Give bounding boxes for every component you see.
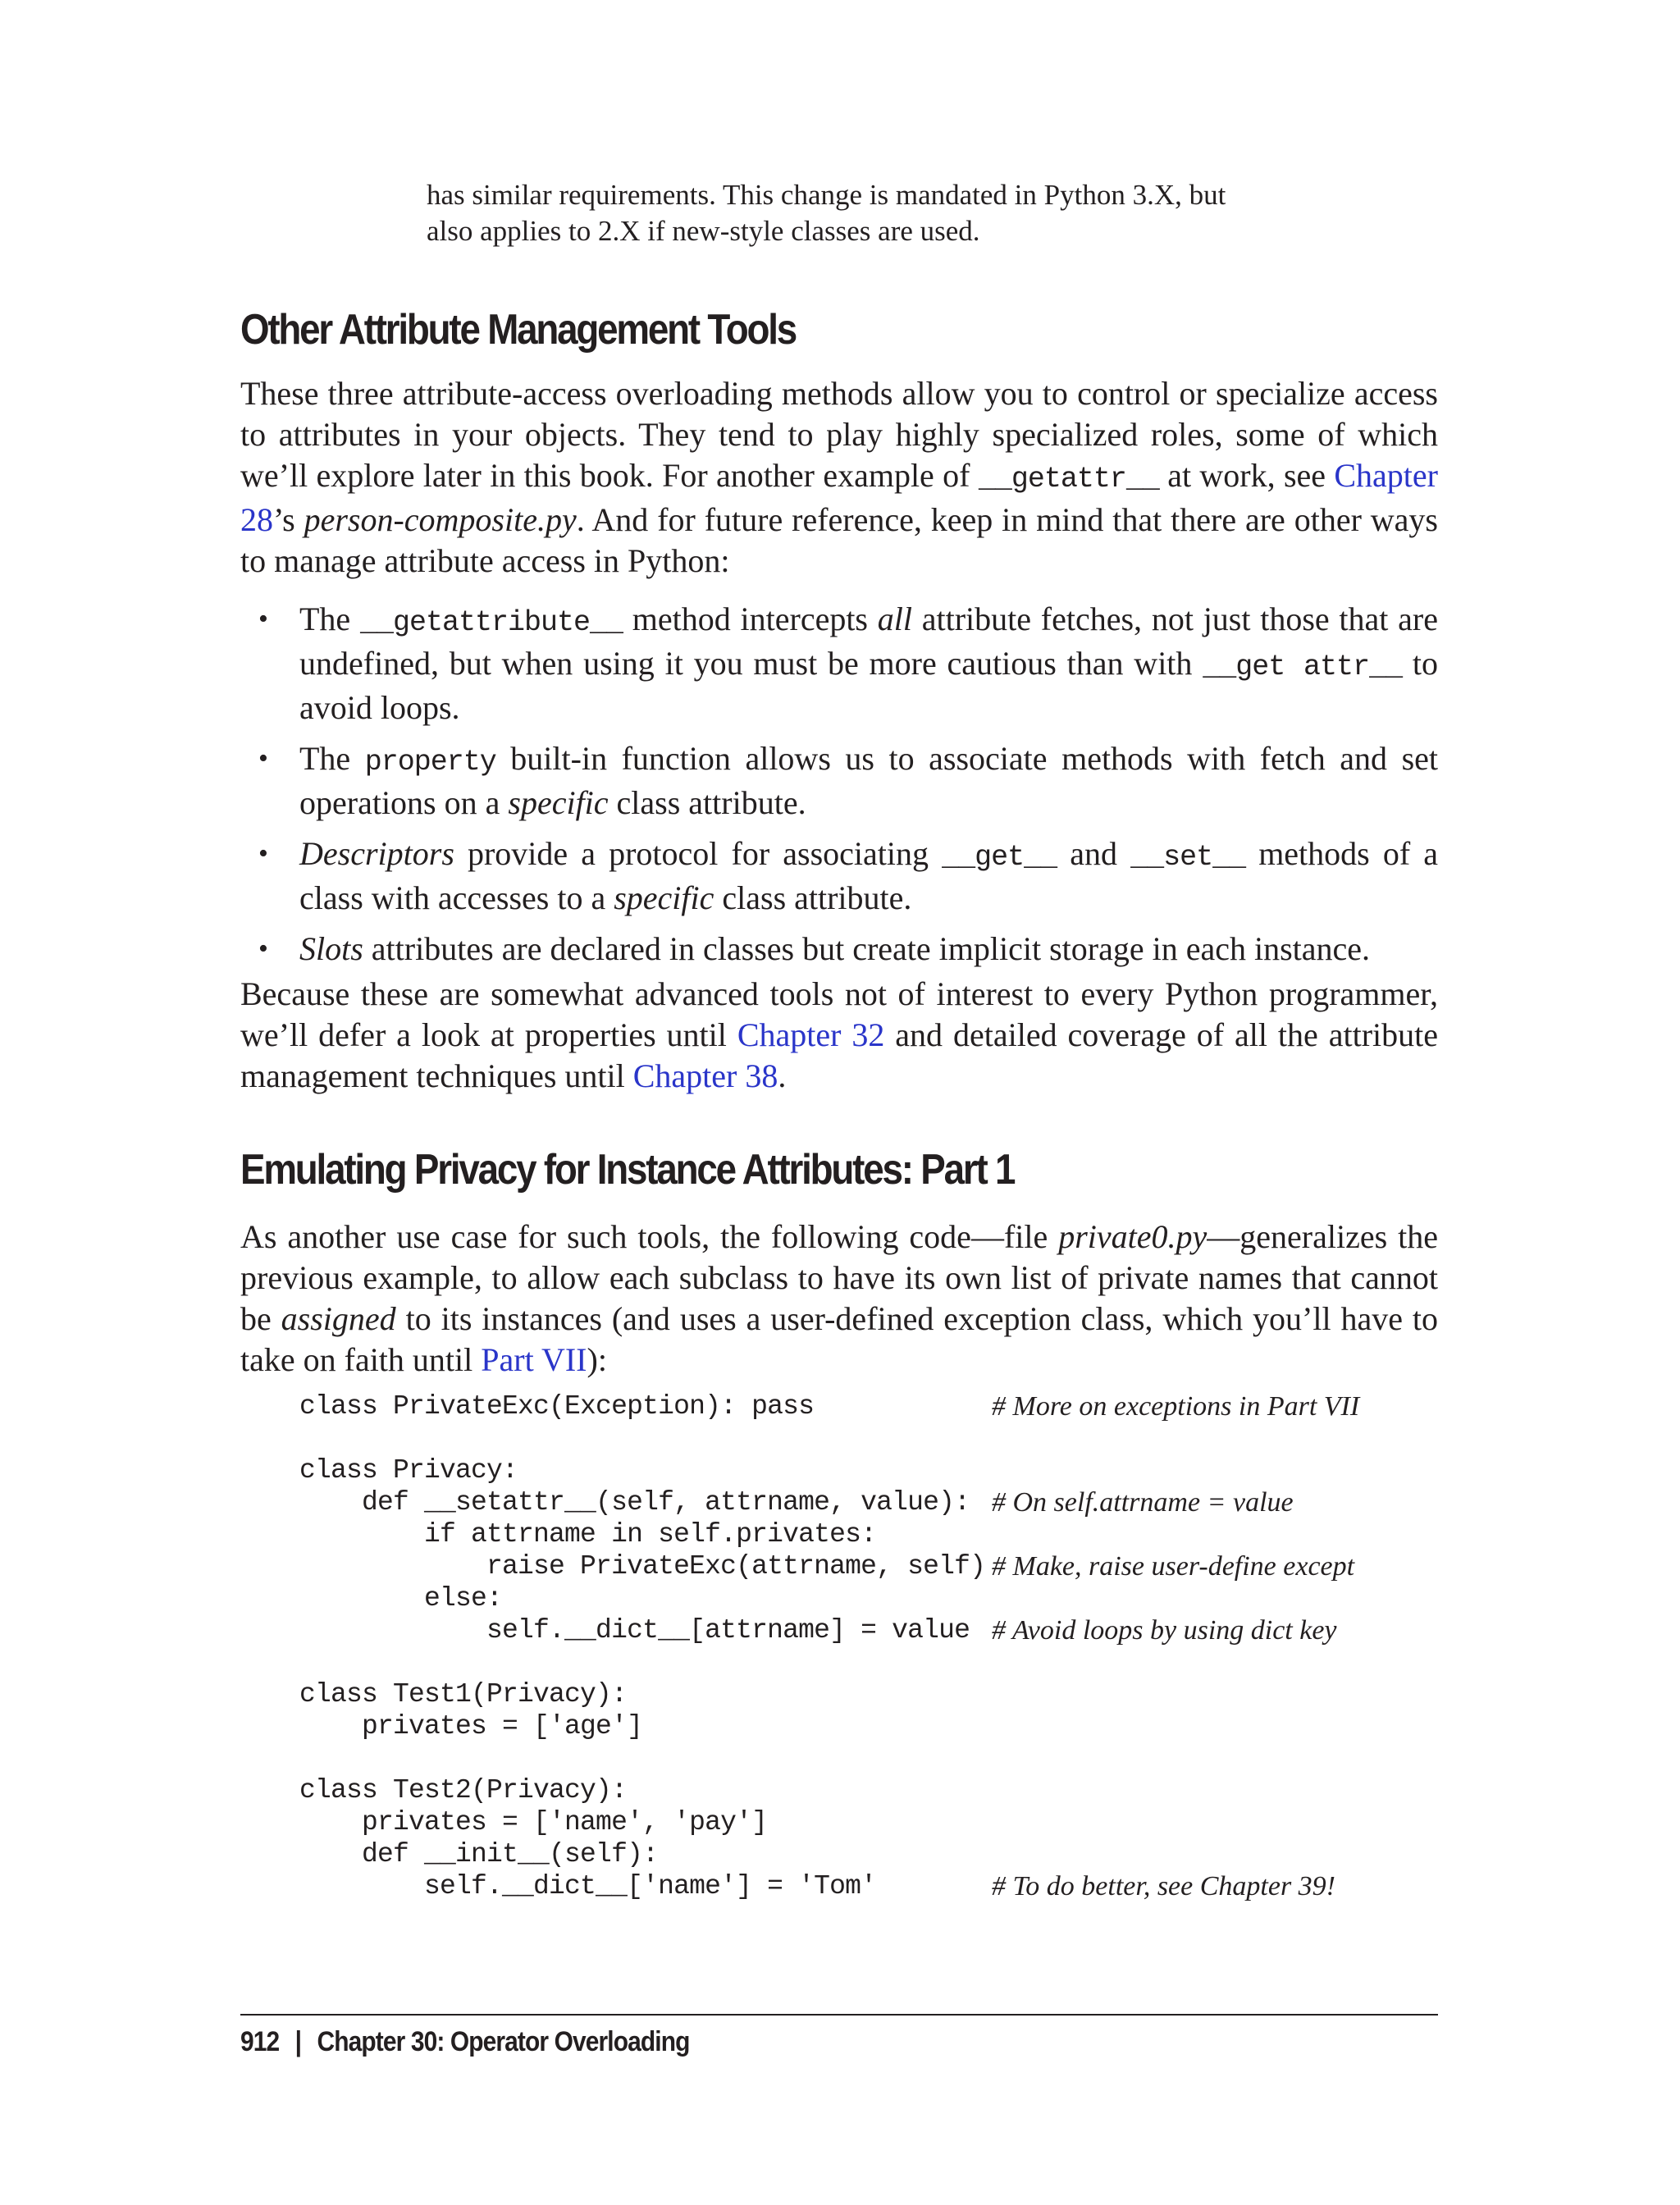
text: method intercepts bbox=[623, 600, 878, 637]
inline-code: __getattribute__ bbox=[359, 606, 623, 639]
code-line bbox=[299, 1422, 1448, 1454]
code-listing bbox=[299, 1390, 1448, 1902]
attribute-tools-list bbox=[240, 599, 1438, 979]
text: Because these are somewhat advanced tools not of interest to every Python programmer, we’ll defer a look at properties until bbox=[240, 975, 1438, 1053]
code-line bbox=[299, 1774, 1448, 1806]
bullet-icon: • bbox=[258, 604, 268, 634]
privacy-intro-paragraph bbox=[240, 1217, 1438, 1381]
code-text: def __init__(self): bbox=[299, 1839, 659, 1869]
code-line bbox=[299, 1454, 1448, 1486]
code-comment: # More on exceptions in Part VII bbox=[992, 1391, 1360, 1422]
list-item-getattribute bbox=[240, 599, 1438, 728]
code-line bbox=[299, 1806, 1448, 1838]
advanced-tools-paragraph bbox=[240, 974, 1438, 1097]
list-item-descriptors bbox=[240, 833, 1438, 919]
emphasis: Slots bbox=[299, 930, 363, 967]
text: The bbox=[299, 600, 360, 637]
inline-code: __get attr__ bbox=[1203, 651, 1403, 683]
top-note-line-1: has similar requirements. This change is mandated in Python 3.X, but bbox=[427, 179, 1226, 211]
attribute-tools-intro-paragraph bbox=[240, 373, 1438, 582]
code-line bbox=[299, 1518, 1448, 1550]
code-comment: # Avoid loops by using dict key bbox=[992, 1615, 1337, 1646]
text: to its instances (and uses a user-defined exception class, which you’ll have to take on faith until bbox=[240, 1300, 1438, 1378]
footer-divider bbox=[240, 2014, 1438, 2016]
inline-code: __getattr__ bbox=[978, 463, 1159, 495]
code-line bbox=[299, 1486, 1448, 1518]
chapter-28-link[interactable]: Chapter 28 bbox=[240, 457, 1438, 538]
code-line bbox=[299, 1614, 1448, 1646]
text: and bbox=[1057, 835, 1131, 872]
code-text: raise PrivateExc(attrname, self) bbox=[299, 1551, 986, 1582]
chapter-32-link[interactable]: Chapter 32 bbox=[737, 1016, 885, 1053]
code-line bbox=[299, 1710, 1448, 1742]
text: —generalizes the previous example, to allow each subclass to have its own list of private names that cannot be bbox=[240, 1218, 1438, 1337]
code-text: privates = ['age'] bbox=[299, 1711, 643, 1742]
code-line bbox=[299, 1582, 1448, 1614]
page-number: 912 bbox=[240, 2026, 280, 2057]
code-line bbox=[299, 1390, 1448, 1422]
top-note-line-2: also applies to 2.X if new-style classes are used. bbox=[427, 215, 980, 247]
section-heading-attribute-tools: Other Attribute Management Tools bbox=[240, 306, 797, 354]
list-item-slots bbox=[240, 929, 1438, 970]
filename: private0.py bbox=[1058, 1218, 1208, 1255]
text: . bbox=[778, 1057, 787, 1094]
page-footer bbox=[240, 2026, 689, 2058]
emphasis: all bbox=[877, 600, 912, 637]
bullet-icon: • bbox=[258, 934, 268, 964]
code-text: def __setattr__(self, attrname, value): bbox=[299, 1487, 970, 1518]
text: and detailed coverage of all the attribute management techniques until bbox=[240, 1016, 1438, 1094]
footer-separator: | bbox=[294, 2026, 302, 2057]
text: built-in function allows us to associate methods with fetch and set operations on a bbox=[299, 740, 1439, 821]
text: at work, see bbox=[1158, 457, 1335, 494]
code-text: class Test1(Privacy): bbox=[299, 1679, 628, 1710]
code-text: self.__dict__[attrname] = value bbox=[299, 1615, 970, 1646]
code-text: class Privacy: bbox=[299, 1455, 518, 1486]
code-line bbox=[299, 1838, 1448, 1870]
text: methods of a class with accesses to a bbox=[299, 835, 1438, 916]
inline-code: __set__ bbox=[1130, 841, 1246, 874]
emphasis: Descriptors bbox=[299, 835, 454, 872]
part-7-link[interactable]: Part VII bbox=[481, 1341, 587, 1378]
text: provide a protocol for associating bbox=[454, 835, 943, 872]
code-comment: # Make, raise user-define except bbox=[992, 1551, 1355, 1582]
code-text: privates = ['name', 'pay'] bbox=[299, 1807, 768, 1838]
text: These three attribute-access overloading methods allow you to control or specialize access to attributes in your objects. They tend to play highly specialized roles, some of which we’ll explore later in this book. For another example of bbox=[240, 375, 1438, 494]
list-item-property bbox=[240, 738, 1438, 824]
text: to avoid loops. bbox=[299, 645, 1438, 726]
emphasis: specific bbox=[614, 879, 714, 916]
inline-code: __get__ bbox=[942, 841, 1057, 874]
text: The bbox=[299, 740, 365, 777]
code-line bbox=[299, 1550, 1448, 1582]
emphasis: specific bbox=[508, 784, 609, 821]
top-note bbox=[427, 177, 1378, 249]
section-heading-privacy: Emulating Privacy for Instance Attributes: Part 1 bbox=[240, 1146, 1015, 1194]
text: ): bbox=[587, 1341, 607, 1378]
code-line bbox=[299, 1870, 1448, 1902]
code-text: class PrivateExc(Exception): pass bbox=[299, 1391, 815, 1422]
code-text: class Test2(Privacy): bbox=[299, 1775, 628, 1806]
text: ’s bbox=[273, 501, 304, 538]
text: class attribute. bbox=[714, 879, 912, 916]
text: attribute fetches, not just those that are undefined, but when using it you must be more cautious than with bbox=[299, 600, 1439, 682]
text: . And for future reference, keep in mind that there are other ways to manage attribute access in Python: bbox=[240, 501, 1438, 579]
code-line bbox=[299, 1678, 1448, 1710]
code-comment: # To do better, see Chapter 39! bbox=[992, 1871, 1336, 1901]
code-text: else: bbox=[299, 1583, 503, 1614]
code-line bbox=[299, 1646, 1448, 1678]
text: attributes are declared in classes but create implicit storage in each instance. bbox=[363, 930, 1371, 967]
code-line bbox=[299, 1742, 1448, 1774]
filename: person-composite.py bbox=[304, 501, 577, 538]
chapter-title: Chapter 30: Operator Overloading bbox=[317, 2026, 690, 2057]
text: class attribute. bbox=[608, 784, 806, 821]
code-text: if attrname in self.privates: bbox=[299, 1519, 877, 1550]
inline-code: property bbox=[364, 746, 496, 778]
code-text: self.__dict__['name'] = 'Tom' bbox=[299, 1871, 877, 1901]
chapter-38-link[interactable]: Chapter 38 bbox=[632, 1057, 778, 1094]
emphasis: assigned bbox=[281, 1300, 396, 1337]
bullet-icon: • bbox=[258, 743, 268, 774]
code-comment: # On self.attrname = value bbox=[992, 1487, 1294, 1518]
text: As another use case for such tools, the following code—file bbox=[240, 1218, 1059, 1255]
bullet-icon: • bbox=[258, 838, 268, 869]
